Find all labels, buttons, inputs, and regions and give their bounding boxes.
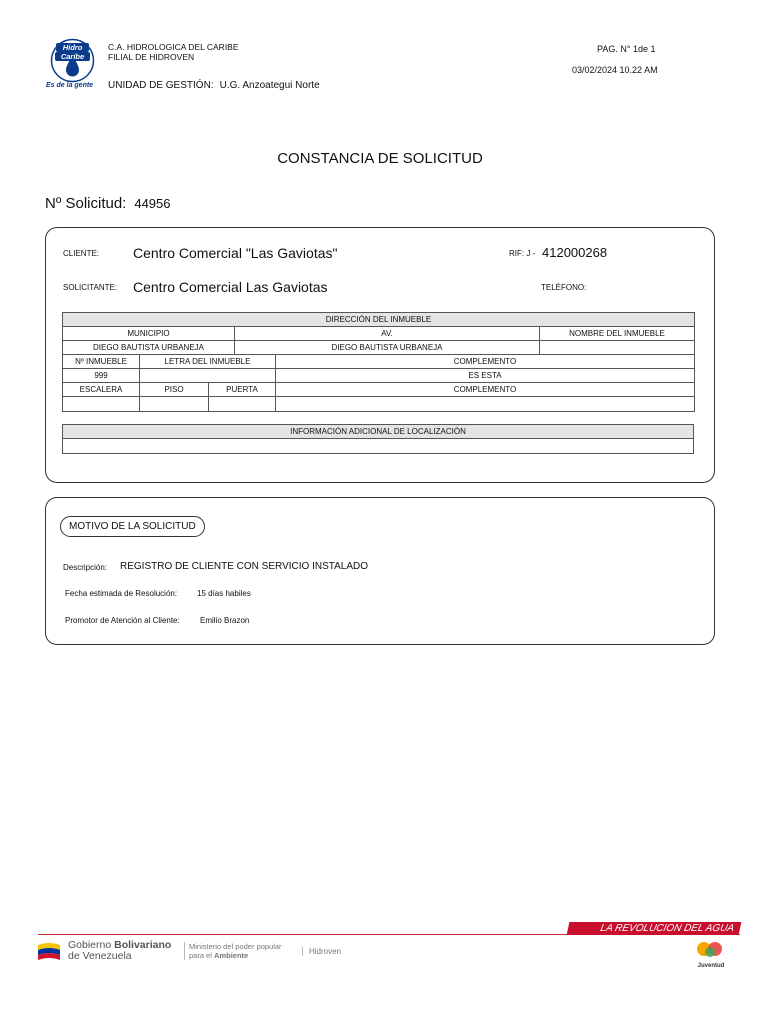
page-info: PAG. N° 1de 1	[597, 44, 656, 54]
ministry-line2-a: para el	[189, 951, 215, 960]
gov-line1-b: Bolivariano	[114, 939, 172, 951]
venezuela-flag-icon	[36, 939, 62, 965]
direccion-table	[62, 312, 695, 412]
header-letra-inmueble: LETRA DEL INMUEBLE	[140, 355, 276, 369]
unidad-label: UNIDAD DE GESTIÓN:	[108, 80, 214, 91]
agency-name: Hidroven	[302, 947, 341, 956]
fecha-value: 15 días habiles	[197, 589, 251, 598]
puerta-value	[209, 397, 276, 412]
escalera-value	[63, 397, 140, 412]
promotor-value: Emilio Brazon	[200, 616, 250, 625]
header-complemento-2: COMPLEMENTO	[276, 383, 695, 397]
unidad-value: U.G. Anzoategui Norte	[219, 80, 320, 91]
motivo-pill	[60, 516, 205, 537]
hidrocaribe-logo	[50, 38, 95, 83]
piso-value	[140, 397, 209, 412]
juventud-text: Juventud	[697, 963, 725, 969]
logo-text-bottom: Caribe	[60, 52, 85, 61]
info-adicional-title: INFORMACIÓN ADICIONAL DE LOCALIZACIÓN	[63, 425, 694, 439]
direccion-title: DIRECCIÓN DEL INMUEBLE	[63, 313, 695, 327]
info-adicional-table	[62, 424, 694, 454]
rif-value: 412000268	[542, 245, 608, 260]
company-name	[108, 42, 239, 62]
gobierno-bolivariano	[68, 940, 171, 962]
descripcion-label: Descripción:	[63, 563, 108, 572]
solicitud-label: Nº Solicitud:	[45, 195, 127, 212]
solicitante-value: Centro Comercial Las Gaviotas	[133, 279, 328, 295]
fecha-label: Fecha estimada de Resolución:	[65, 589, 178, 598]
unidad-gestion	[108, 80, 326, 91]
solicitud-value: 44956	[134, 196, 171, 211]
solicitud-number	[45, 195, 171, 212]
n-inmueble-value: 999	[63, 369, 140, 383]
ministry-line1: Ministerio del poder popular	[189, 942, 282, 951]
letra-inmueble-value	[140, 369, 276, 383]
header-nombre-inmueble: NOMBRE DEL INMUEBLE	[540, 327, 695, 341]
complemento-2-value	[276, 397, 695, 412]
juventud-logo	[693, 938, 729, 970]
nombre-inmueble-value	[540, 341, 695, 355]
logo-text-top: Hidro	[62, 43, 83, 52]
footer-slogan: LA REVOLUCION DEL AGUA	[567, 922, 742, 935]
rif-label: RIF: J -	[509, 249, 536, 258]
header-complemento: COMPLEMENTO	[276, 355, 695, 369]
document-datetime: 03/02/2024 10.22 AM	[572, 65, 658, 75]
document-title: CONSTANCIA DE SOLICITUD	[277, 150, 483, 167]
gov-line2: de Venezuela	[68, 950, 132, 962]
company-line-1: C.A. HIDROLOGICA DEL CARIBE	[108, 42, 239, 52]
cliente-label: CLIENTE:	[63, 249, 100, 258]
complemento-value: ES ESTA	[276, 369, 695, 383]
header-piso: PISO	[140, 383, 209, 397]
municipio-value: DIEGO BAUTISTA URBANEJA	[63, 341, 235, 355]
descripcion-value: REGISTRO DE CLIENTE CON SERVICIO INSTALADO	[120, 561, 369, 572]
company-line-2: FILIAL DE HIDROVEN	[108, 52, 195, 62]
av-value: DIEGO BAUTISTA URBANEJA	[235, 341, 540, 355]
header-escalera: ESCALERA	[63, 383, 140, 397]
promotor-label: Promotor de Atención al Cliente:	[65, 616, 180, 625]
gov-line1-a: Gobierno	[68, 939, 115, 951]
header-n-inmueble: Nº INMUEBLE	[63, 355, 140, 369]
header-puerta: PUERTA	[209, 383, 276, 397]
ministry-line2-b: Ambiente	[214, 951, 249, 960]
telefono-label: TELÉFONO:	[541, 283, 587, 292]
ministerio	[184, 942, 282, 960]
info-adicional-value	[63, 439, 694, 454]
logo-tagline: Es de la gente	[46, 82, 94, 89]
motivo-title: MOTIVO DE LA SOLICITUD	[60, 516, 205, 537]
header-municipio: MUNICIPIO	[63, 327, 235, 341]
header-av: AV.	[235, 327, 540, 341]
solicitante-label: SOLICITANTE:	[63, 283, 118, 292]
cliente-value: Centro Comercial "Las Gaviotas"	[133, 245, 338, 261]
